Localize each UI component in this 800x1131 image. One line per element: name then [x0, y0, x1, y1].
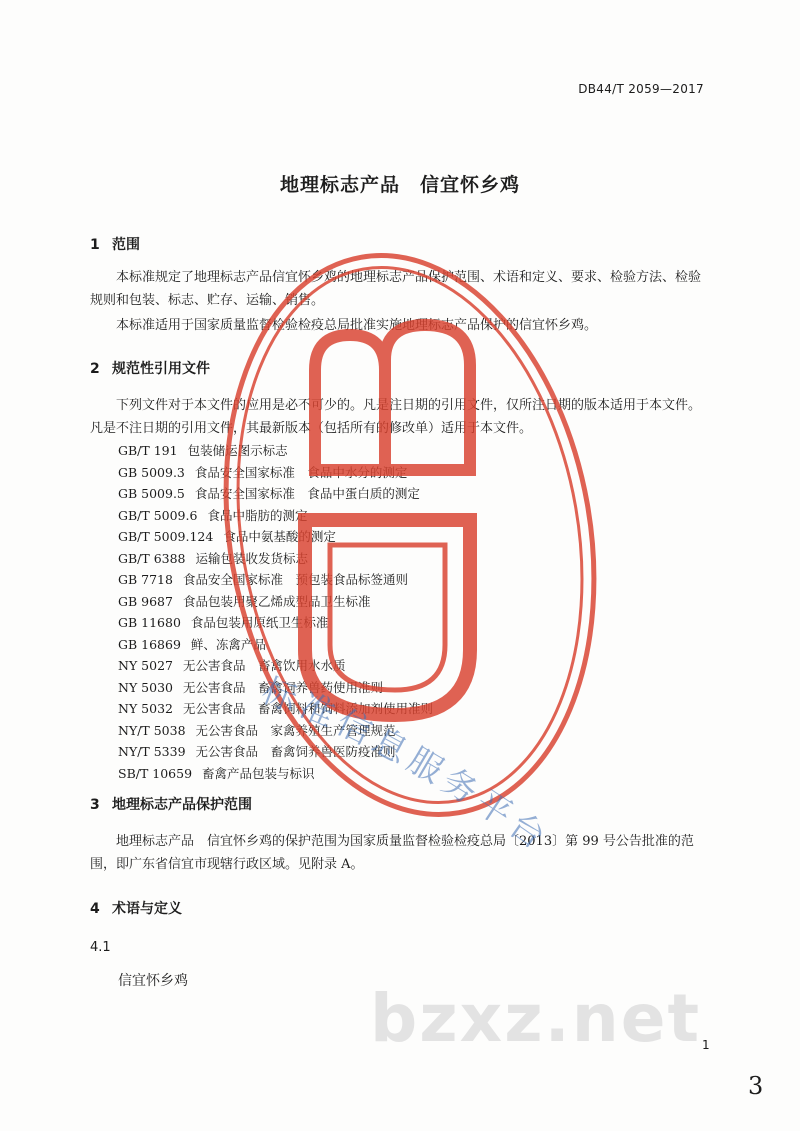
section-2-paragraph-1: 下列文件对于本文件的应用是必不可少的。凡是注日期的引用文件，仅所注日期的版本适用于本文件。凡是不注日期的引用文件，其最新版本（包括所有的修改单）适用于本文件。 [90, 398, 702, 436]
reference-item [118, 591, 433, 613]
section-3-heading [90, 794, 252, 814]
subsection-number: 4.1 [90, 940, 111, 955]
reference-code: GB 11680 [118, 615, 181, 630]
reference-name: 食品中氨基酸的测定 [223, 529, 336, 544]
reference-list [118, 440, 433, 784]
section-1-heading [90, 234, 140, 254]
reference-name: 食品包装用聚乙烯成型品卫生标准 [182, 593, 371, 609]
reference-name: 食品安全国家标准 预包装食品标签通则 [182, 572, 408, 587]
reference-item [118, 763, 433, 785]
reference-item [118, 612, 433, 634]
reference-code: GB 5009.3 [118, 464, 185, 480]
reference-name: 鲜、冻禽产品 [190, 636, 266, 652]
section-title: 地理标志产品保护范围 [112, 797, 252, 813]
page-number: 1 [702, 1038, 710, 1052]
term-name: 信宜怀乡鸡 [118, 973, 188, 989]
reference-name: 无公害食品 畜禽饮用水水质 [182, 658, 346, 673]
reference-code: NY/T 5339 [118, 744, 186, 759]
section-1-paragraph-2: 本标准适用于国家质量监督检验检疫总局批准实施地理标志产品保护的信宜怀乡鸡。 [116, 318, 598, 333]
section-title: 范围 [112, 237, 140, 253]
reference-code: GB/T 5009.6 [118, 507, 198, 523]
section-4-heading [90, 898, 182, 918]
reference-code: NY 5032 [118, 701, 173, 716]
section-1-paragraph-1: 本标准规定了地理标志产品信宜怀乡鸡的地理标志产品保护范围、术语和定义、要求、检验方法、检验规则和包装、标志、贮存、运输、销售。 [90, 270, 702, 308]
reference-item [118, 526, 433, 548]
reference-item [118, 569, 433, 591]
reference-code: GB/T 191 [118, 443, 178, 458]
corner-page-number: 3 [748, 1072, 764, 1100]
reference-code: GB 9687 [118, 593, 173, 609]
reference-name: 食品安全国家标准 食品中蛋白质的测定 [194, 486, 420, 501]
reference-code: GB/T 5009.124 [118, 529, 214, 544]
site-watermark: bzxz.net [370, 980, 702, 1057]
reference-name: 畜禽产品包装与标识 [202, 765, 315, 781]
reference-item [118, 655, 433, 677]
section-number: 2 [90, 361, 100, 377]
reference-name: 无公害食品 畜禽饲养兽药使用准则 [182, 679, 383, 695]
section-number: 1 [90, 237, 100, 253]
reference-item [118, 677, 433, 699]
reference-item [118, 548, 433, 570]
reference-name: 食品中脂肪的测定 [207, 507, 308, 523]
reference-item [118, 698, 433, 720]
section-number: 3 [90, 797, 100, 813]
standard-code: DB44/T 2059—2017 [578, 82, 704, 96]
section-3-paragraph-1: 地理标志产品 信宜怀乡鸡的保护范围为国家质量监督检验检疫总局〔2013〕第 99 号公告批准的范围，即广东省信宜市现辖行政区域。见附录 A。 [90, 834, 694, 872]
reference-code: SB/T 10659 [118, 765, 193, 781]
reference-name: 包装储运图示标志 [187, 443, 288, 458]
reference-code: GB/T 6388 [118, 550, 186, 566]
reference-item [118, 440, 433, 462]
reference-name: 无公害食品 畜禽饲料和饲料添加剂使用准则 [182, 701, 433, 716]
reference-name: 食品安全国家标准 食品中水分的测定 [194, 464, 408, 480]
reference-name: 无公害食品 家禽养殖生产管理规范 [195, 722, 396, 738]
reference-code: GB 16869 [118, 636, 181, 652]
reference-name: 运输包装收发货标志 [195, 550, 309, 566]
reference-item [118, 634, 433, 656]
reference-item [118, 720, 433, 742]
reference-code: GB 5009.5 [118, 486, 185, 501]
reference-name: 食品包装用原纸卫生标准 [190, 615, 329, 630]
reference-item [118, 483, 433, 505]
arc-watermark-label: 标准信息服务平台 [256, 670, 558, 861]
section-title: 术语与定义 [112, 901, 182, 917]
reference-code: GB 7718 [118, 572, 173, 587]
section-title: 规范性引用文件 [112, 361, 210, 377]
reference-name: 无公害食品 畜禽饲养兽医防疫准则 [195, 744, 396, 759]
document-title: 地理标志产品 信宜怀乡鸡 [279, 174, 520, 196]
reference-item [118, 741, 433, 763]
reference-code: NY/T 5038 [118, 722, 186, 738]
reference-code: NY 5030 [118, 679, 173, 695]
section-2-heading [90, 358, 210, 378]
reference-item [118, 505, 433, 527]
reference-code: NY 5027 [118, 658, 173, 673]
reference-item [118, 462, 433, 484]
section-number: 4 [90, 901, 100, 917]
